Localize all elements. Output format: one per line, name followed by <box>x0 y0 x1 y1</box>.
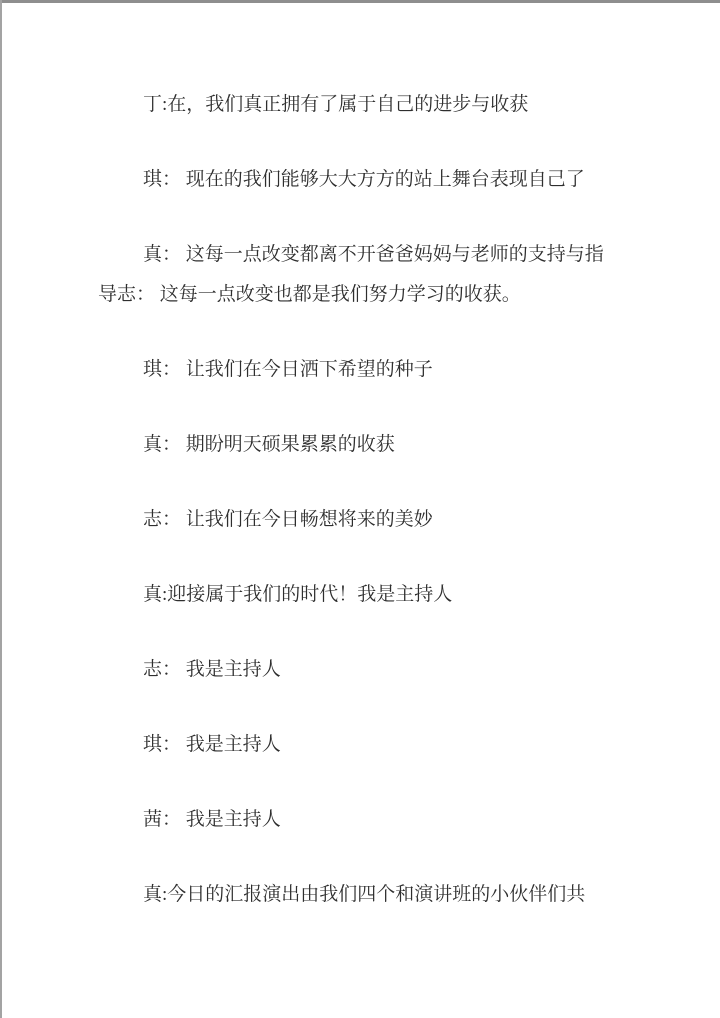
text-line: 志： 让我们在今日畅想将来的美妙 <box>143 509 433 530</box>
text-line: 琪： 我是主持人 <box>143 734 281 755</box>
text-line: 真:今日的汇报演出由我们四个和演讲班的小伙伴们共 <box>143 884 586 905</box>
text-line: 琪： 现在的我们能够大大方方的站上舞台表现自己了 <box>143 169 585 190</box>
paragraph-7 <box>98 575 622 615</box>
paragraph-4 <box>98 350 622 390</box>
text-line: 志： 我是主持人 <box>143 659 281 680</box>
text-line: 琪： 让我们在今日洒下希望的种子 <box>143 359 433 380</box>
text-line: 丁:在，我们真正拥有了属于自己的进步与收获 <box>143 94 529 115</box>
paragraph-3 <box>98 235 622 315</box>
paragraph-6 <box>98 500 622 540</box>
document-body <box>98 85 622 950</box>
text-line: 真:迎接属于我们的时代！我是主持人 <box>143 584 453 605</box>
paragraph-8 <box>98 650 622 690</box>
paragraph-11 <box>98 875 622 915</box>
window-top-border <box>0 0 720 3</box>
text-line: 导志： 这每一点改变也都是我们努力学习的收获。 <box>98 284 521 305</box>
paragraph-9 <box>98 725 622 765</box>
text-line: 茜： 我是主持人 <box>143 809 281 830</box>
paragraph-2 <box>98 160 622 200</box>
paragraph-5 <box>98 425 622 465</box>
paragraph-1 <box>98 85 622 125</box>
paragraph-10 <box>98 800 622 840</box>
window-left-border <box>0 0 2 1018</box>
text-line: 真： 期盼明天硕果累累的收获 <box>143 434 395 455</box>
text-line: 真： 这每一点改变都离不开爸爸妈妈与老师的支持与指 <box>143 244 604 265</box>
